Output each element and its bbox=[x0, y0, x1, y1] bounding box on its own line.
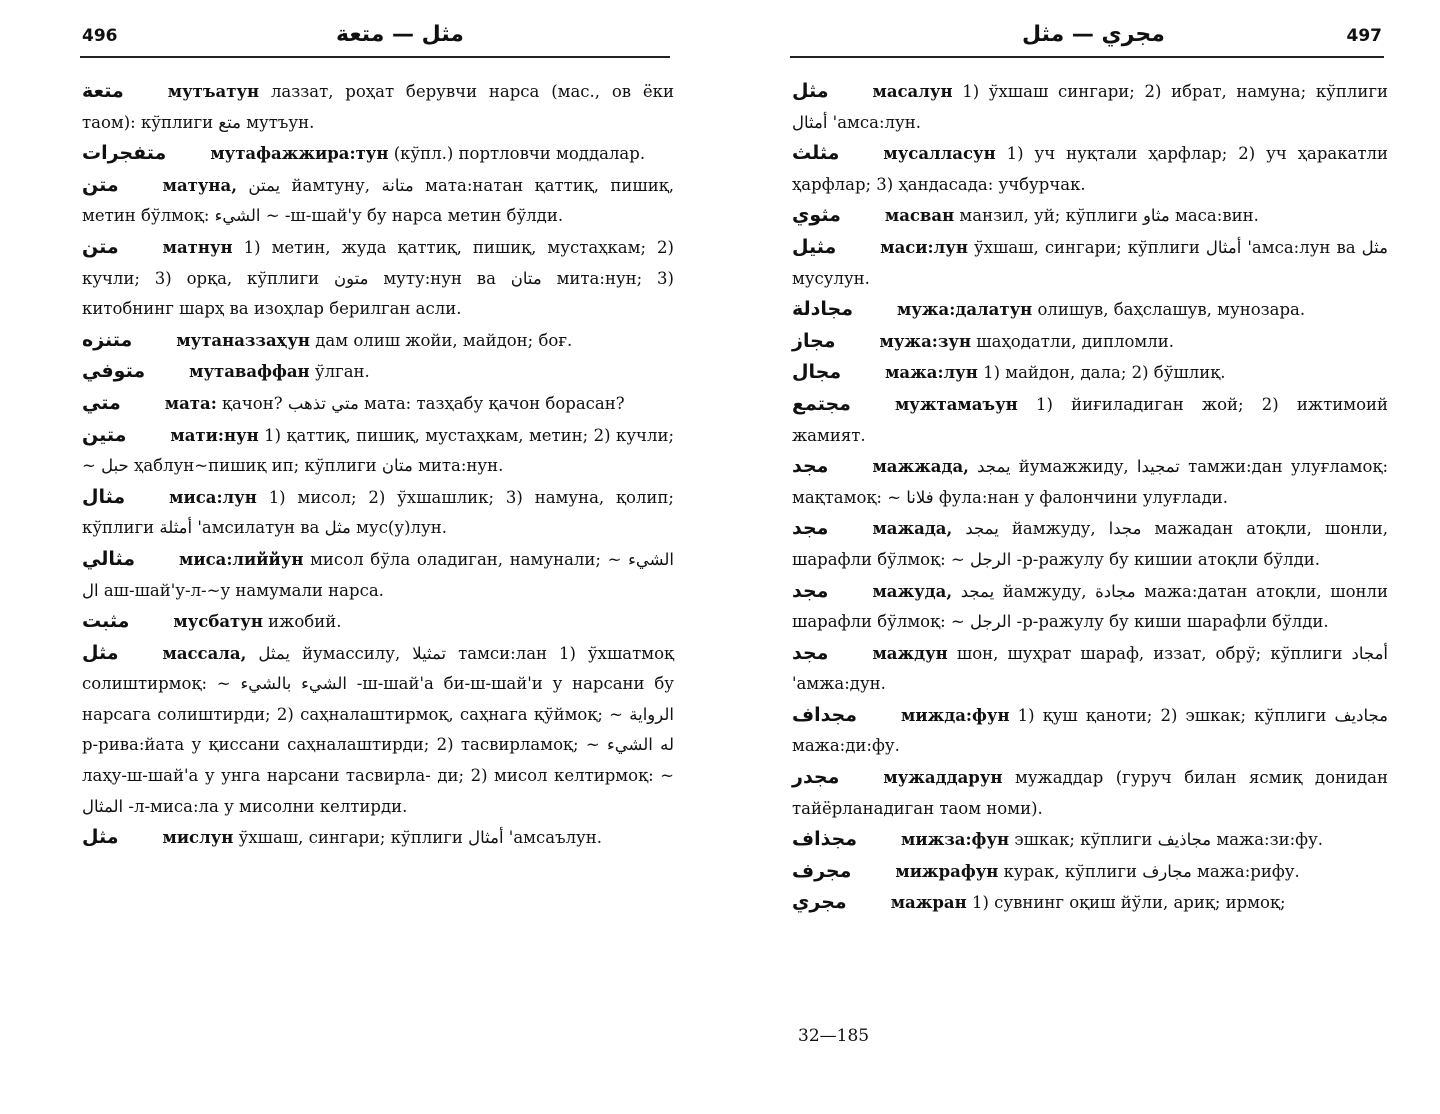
arabic-headword: مجاز bbox=[792, 329, 836, 352]
arabic-headword: مجدر bbox=[792, 766, 840, 789]
arabic-headword: متوفي bbox=[82, 360, 146, 383]
dictionary-entry bbox=[82, 822, 674, 854]
definition-text: ўлган. bbox=[314, 362, 370, 382]
transliteration: мажуда, bbox=[872, 581, 953, 601]
arabic-headword: مجادلة bbox=[792, 298, 853, 321]
transliteration: мутаназзаҳун bbox=[176, 330, 310, 350]
definition-text: 1) ўхшаш сингари; 2) ибрат, намуна; кўплиги أمثال 'амса:лун. bbox=[792, 82, 1389, 132]
printer-signature: 32—185 bbox=[798, 1026, 870, 1046]
entry-list bbox=[82, 76, 674, 854]
definition-text: эшкак; кўплиги مجاذيف мажа:зи:фу. bbox=[1014, 830, 1324, 850]
dictionary-entry bbox=[792, 232, 1388, 294]
dictionary-entry bbox=[82, 325, 674, 357]
dictionary-entry bbox=[792, 389, 1388, 451]
arabic-headword: مجال bbox=[792, 361, 842, 384]
arabic-headword: مجتمع bbox=[792, 392, 851, 415]
transliteration: мата: bbox=[164, 393, 217, 413]
transliteration: мажада, bbox=[872, 519, 953, 539]
transliteration: мусалласун bbox=[883, 144, 996, 164]
dictionary-entry bbox=[82, 638, 674, 823]
arabic-headword: مجداف bbox=[792, 703, 858, 726]
page-number: 496 bbox=[82, 26, 118, 46]
dictionary-entry bbox=[82, 482, 674, 544]
dictionary-entry bbox=[792, 762, 1388, 824]
transliteration: массала, bbox=[162, 643, 247, 663]
arabic-headword: متنزه bbox=[82, 328, 133, 351]
definition-text: мужаддар (гуруч билан ясмиқ донидан тайёрланадиган таом номи). bbox=[792, 768, 1388, 818]
definition-text: дам олиш жойи, майдон; боғ. bbox=[315, 330, 573, 350]
definition-text: يمتن йамтуну, متانة мата:натан қаттиқ, пишиқ, метин бўлмоқ: الشيء ~ -ш-шай'у бу нарса метин бўлди. bbox=[82, 175, 674, 226]
definition-text: 1) метин, жуда қаттиқ, пишиқ, мустаҳкам; 2) кучли; 3) орқа, кўплиги متون муту:нун ва متان мита:нун; 3) китобнинг шарҳ ва изоҳлар берилган асли. bbox=[82, 237, 674, 319]
transliteration: мажжада, bbox=[872, 457, 969, 477]
arabic-headword: مثلث bbox=[792, 142, 840, 165]
dictionary-entry bbox=[82, 420, 674, 482]
definition-text: шон, шуҳрат шараф, иззат, обрў; кўплиги أمجاد 'амжа:дун. bbox=[792, 643, 1388, 694]
page-header bbox=[790, 22, 1384, 58]
definition-text: курак, кўплиги مجارف мажа:рифу. bbox=[1003, 861, 1300, 881]
header-rule bbox=[80, 56, 670, 58]
dictionary-entry bbox=[792, 138, 1388, 200]
dictionary-entry bbox=[792, 824, 1388, 856]
definition-text: қачон? متي تذهب мата: тазҳабу қачон борасан? bbox=[222, 393, 625, 413]
definition-text: манзил, уй; кўплиги مثاو маса:вин. bbox=[959, 206, 1259, 226]
dictionary-entry bbox=[792, 700, 1388, 762]
dictionary-entry bbox=[82, 544, 674, 606]
transliteration: матуна, bbox=[162, 175, 237, 195]
dictionary-entry bbox=[792, 76, 1388, 138]
dictionary-entry bbox=[792, 326, 1388, 358]
arabic-headword: مثيل bbox=[792, 235, 837, 258]
arabic-headword: مجذاف bbox=[792, 828, 858, 851]
dictionary-entry bbox=[82, 606, 674, 638]
dictionary-entry bbox=[82, 388, 674, 420]
definition-text: 1) қаттиқ, пишиқ, мустаҳкам, метин; 2) кучли; ~ حبل ҳаблун~пишиқ ип; кўплиги متان мита:нун. bbox=[82, 425, 674, 476]
transliteration: мужа:зун bbox=[879, 331, 972, 351]
transliteration: мутафажжира:тун bbox=[210, 144, 389, 164]
definition-text: 1) мисол; 2) ўхшашлик; 3) намуна, қолип; кўплиги أمثلة 'амсилатун ва مثل мус(у)лун. bbox=[82, 487, 674, 538]
arabic-headword: مجد bbox=[792, 517, 829, 540]
definition-text: ўхшаш, сингари; кўплиги أمثال 'амса:лун ва مثل мусулун. bbox=[792, 237, 1388, 288]
arabic-headword: مجد bbox=[792, 579, 829, 602]
arabic-headword: مثل bbox=[82, 826, 119, 849]
running-title: مثل — متعة bbox=[336, 22, 464, 47]
definition-text: шаҳодатли, дипломли. bbox=[976, 331, 1174, 351]
dictionary-entry bbox=[792, 638, 1388, 700]
arabic-headword: مثال bbox=[82, 485, 126, 508]
arabic-headword: متن bbox=[82, 173, 119, 196]
transliteration: миса:лун bbox=[169, 487, 257, 507]
transliteration: мислун bbox=[162, 828, 234, 848]
page-number: 497 bbox=[1346, 26, 1382, 46]
dictionary-entry bbox=[82, 356, 674, 388]
arabic-headword: مثبت bbox=[82, 610, 130, 633]
definition-text: олишув, баҳслашув, мунозара. bbox=[1037, 300, 1306, 320]
definition-text: 1) уч нуқтали ҳарфлар; 2) уч ҳаракатли ҳарфлар; 3) ҳандасада: учбурчак. bbox=[792, 144, 1388, 194]
definition-text: يمجد йамжуду, مجدا мажадан атоқли, шонли, шарафли бўлмоқ: ~ الرجل -р-ражулу бу кишии атоқли бўлди. bbox=[792, 519, 1388, 569]
arabic-headword: مثل bbox=[82, 641, 119, 664]
transliteration: масалун bbox=[872, 82, 953, 101]
arabic-headword: مجد bbox=[792, 455, 829, 478]
transliteration: мужаддарун bbox=[883, 768, 1003, 788]
transliteration: миса:лиййун bbox=[179, 549, 304, 569]
definition-text: мисол бўла оладиган, намунали; ~ الشيء ال аш-шай'у-л-~у намумали нарса. bbox=[82, 549, 674, 600]
arabic-headword: متي bbox=[82, 391, 121, 414]
dictionary-entry bbox=[82, 232, 674, 325]
transliteration: мижрафун bbox=[895, 861, 999, 881]
definition-text: يمجد йамжуду, مجادة мажа:датан атоқли, шонли шарафли бўлмоқ: ~ الرجل -р-ражулу бу киши шарафли бўлди. bbox=[792, 581, 1388, 632]
dictionary-entry bbox=[792, 513, 1388, 575]
definition-text: (кўпл.) портловчи моддалар. bbox=[393, 144, 646, 164]
dictionary-entry bbox=[792, 294, 1388, 326]
definition-text: ижобий. bbox=[268, 612, 342, 632]
right-page bbox=[712, 0, 1440, 1114]
dictionary-entry bbox=[82, 138, 674, 170]
transliteration: масван bbox=[884, 206, 955, 226]
header-rule bbox=[790, 56, 1384, 58]
arabic-headword: مثل bbox=[792, 80, 829, 102]
definition-text: 1) йиғиладиган жой; 2) ижтимоий жамият. bbox=[792, 394, 1388, 445]
arabic-headword: متين bbox=[82, 423, 127, 446]
entry-list bbox=[792, 76, 1388, 919]
definition-text: 1) майдон, дала; 2) бўшлиқ. bbox=[983, 363, 1226, 383]
definition-text: 1) қуш қаноти; 2) эшкак; кўплиги مجاديف мажа:ди:фу. bbox=[792, 705, 1389, 756]
dictionary-entry bbox=[82, 170, 674, 232]
transliteration: мажа:лун bbox=[885, 363, 978, 383]
page-header bbox=[80, 22, 670, 58]
arabic-headword: متفجرات bbox=[82, 142, 167, 165]
transliteration: матнун bbox=[162, 237, 233, 257]
arabic-headword: مجرف bbox=[792, 859, 852, 882]
arabic-headword: متن bbox=[82, 235, 119, 258]
dictionary-entry bbox=[82, 76, 674, 138]
dictionary-entry bbox=[792, 887, 1388, 919]
transliteration: мижда:фун bbox=[901, 705, 1010, 725]
transliteration: мужа:далатун bbox=[897, 300, 1033, 320]
left-page bbox=[0, 0, 712, 1114]
dictionary-entry bbox=[792, 357, 1388, 389]
transliteration: мутъатун bbox=[167, 82, 260, 101]
transliteration: мужтамаъун bbox=[894, 394, 1018, 414]
transliteration: маси:лун bbox=[880, 237, 968, 257]
dictionary-entry bbox=[792, 200, 1388, 232]
running-title: مجري — مثل bbox=[1022, 22, 1165, 47]
definition-text: ўхшаш, сингари; кўплиги أمثال 'амсаълун. bbox=[238, 828, 603, 848]
arabic-headword: مجد bbox=[792, 641, 829, 664]
transliteration: маждун bbox=[872, 643, 948, 663]
transliteration: мати:нун bbox=[170, 425, 259, 445]
dictionary-entry bbox=[792, 576, 1388, 638]
definition-text: يمجد йумажжиду, تمجيدا тамжи:дан улуғламоқ: мақтамоқ: ~ فلانا фула:нан у фалончини улуғлади. bbox=[792, 457, 1388, 507]
transliteration: мусбатун bbox=[173, 612, 263, 632]
transliteration: мутаваффан bbox=[189, 362, 310, 382]
arabic-headword: مثالي bbox=[82, 547, 136, 570]
definition-text: يمثل йумассилу, تمثيلا тамси:лан 1) ўхшатмоқ солиштирмоқ: ~ الشيء بالشيء -ш-шай'а би-ш-шай'и у нарсани бу нарсага солиштирди; 2) саҳналаштирмоқ, саҳнага қўймоқ; ~ الرواية р-рива:йата у қиссани саҳналаштирди; 2) тасвирламоқ; ~ له الشيء лаҳу-ш-шай'а у унга нарсани тасвирла- ди; 2) мисол келтирмоқ: ~ المثال -л-миса:ла у мисолни келтирди. bbox=[82, 643, 675, 816]
dictionary-entry bbox=[792, 856, 1388, 888]
arabic-headword: مجري bbox=[792, 891, 847, 914]
transliteration: мажран bbox=[890, 893, 967, 913]
arabic-headword: مثوي bbox=[792, 204, 841, 227]
dictionary-entry bbox=[792, 451, 1388, 513]
definition-text: лаззат, роҳат берувчи нарса (мас., ов ёки таом): кўплиги متع мутъун. bbox=[82, 82, 674, 132]
transliteration: мижза:фун bbox=[901, 830, 1010, 850]
definition-text: 1) сувнинг оқиш йўли, ариқ; ирмоқ; bbox=[971, 893, 1286, 913]
arabic-headword: متعة bbox=[82, 80, 124, 102]
